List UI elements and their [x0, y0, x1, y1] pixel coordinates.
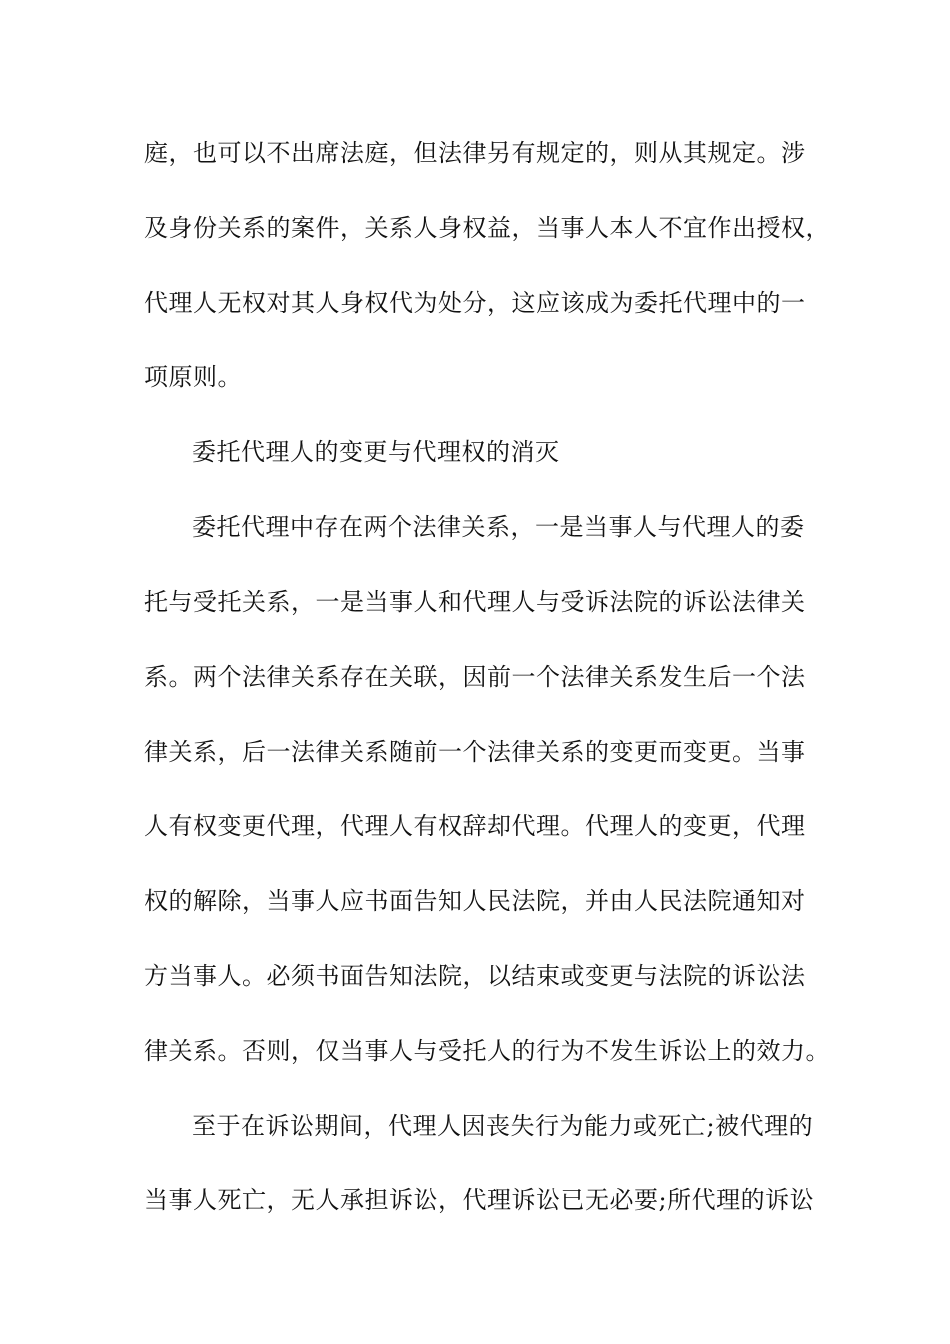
paragraph-line: 至于在诉讼期间，代理人因丧失行为能力或死亡;被代理的	[192, 1112, 814, 1140]
paragraph-line: 律关系，后一法律关系随前一个法律关系的变更而变更。当事	[144, 738, 806, 766]
paragraph-line: 托与受托关系，一是当事人和代理人与受诉法院的诉讼法律关	[144, 588, 806, 616]
paragraph-line: 委托代理中存在两个法律关系，一是当事人与代理人的委	[192, 513, 805, 541]
paragraph-line: 及身份关系的案件，关系人身权益，当事人本人不宜作出授权，	[144, 214, 830, 242]
paragraph-line: 项原则。	[144, 363, 242, 391]
paragraph-line: 代理人无权对其人身权代为处分，这应该成为委托代理中的一	[144, 289, 806, 317]
section-heading: 委托代理人的变更与代理权的消灭	[192, 438, 560, 466]
paragraph-line: 系。两个法律关系存在关联，因前一个法律关系发生后一个法	[144, 663, 806, 691]
paragraph-line: 庭，也可以不出席法庭，但法律另有规定的，则从其规定。涉	[144, 139, 806, 167]
paragraph-line: 当事人死亡，无人承担诉讼，代理诉讼已无必要;所代理的诉讼	[144, 1186, 815, 1214]
paragraph-line: 方当事人。必须书面告知法院，以结束或变更与法院的诉讼法	[144, 962, 806, 990]
paragraph-line: 律关系。否则，仅当事人与受托人的行为不发生诉讼上的效力。	[144, 1037, 830, 1065]
paragraph-line: 权的解除，当事人应书面告知人民法院，并由人民法院通知对	[144, 887, 806, 915]
paragraph-line: 人有权变更代理，代理人有权辞却代理。代理人的变更，代理	[144, 812, 806, 840]
